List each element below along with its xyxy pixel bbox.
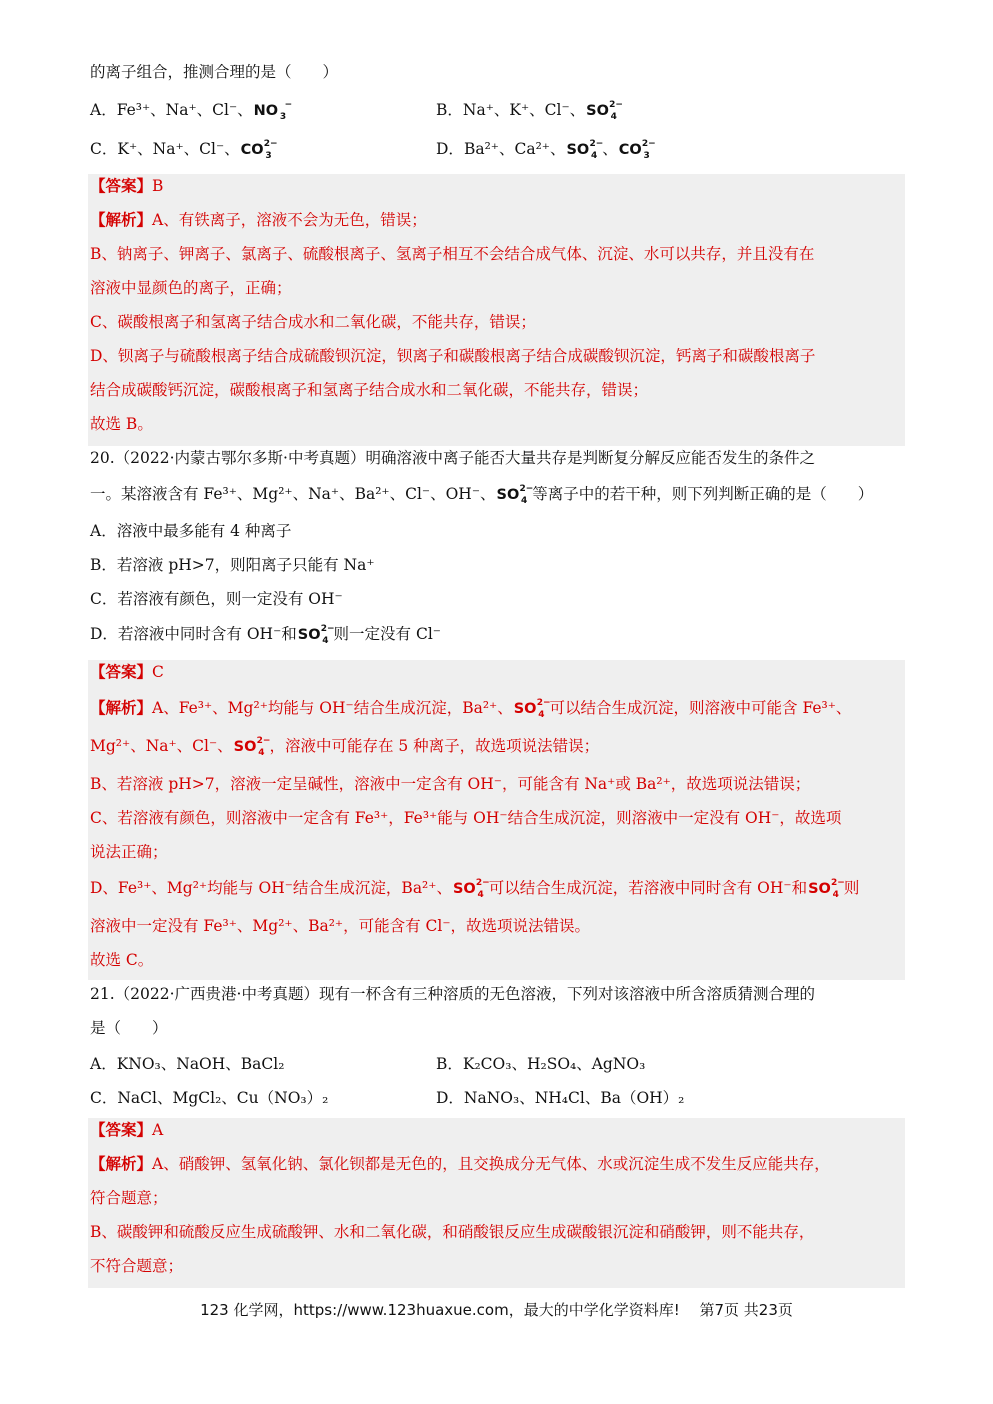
q19-option-c[interactable]: C．K⁺、Na⁺、Cl⁻、CO 3 2− — [90, 139, 278, 161]
q19-stem: 的离子组合，推测合理的是（ ） — [90, 63, 339, 81]
q21-analysis-line1: 【解析】A、硝酸钾、氢氧化钠、氯化钡都是无色的，且交换成分无气体、水或沉淀生成不发生反应能共存， — [90, 1154, 830, 1173]
q20-analysis-line1: 【解析】A、Fe³⁺、Mg²⁺均能与 OH⁻结合生成沉淀，Ba²⁺、SO 4 2− 可以结合生成沉淀，则溶液中可能含 Fe³⁺、 — [90, 698, 852, 720]
q21-analysis-line4: 不符合题意； — [90, 1257, 184, 1275]
q21-options-row1 — [90, 1054, 905, 1074]
q21-option-b[interactable]: B．K₂CO₃、H₂SO₄、AgNO₃ — [436, 1055, 646, 1073]
q20-option-b[interactable]: B．若溶液 pH>7，则阳离子只能有 Na⁺ — [90, 556, 375, 574]
q20-analysis-line7: 溶液中一定没有 Fe³⁺、Mg²⁺、Ba²⁺，可能含有 Cl⁻，故选项说法错误。 — [90, 917, 591, 935]
q19-analysis-line4: C、碳酸根离子和氢离子结合成水和二氧化碳，不能共存，错误； — [90, 313, 536, 331]
q20-answer: 【答案】C — [90, 662, 164, 681]
q21-stem-line2: 是（ ） — [90, 1019, 168, 1037]
q20-option-c[interactable]: C．若溶液有颜色，则一定没有 OH⁻ — [90, 590, 343, 608]
q21-option-c[interactable]: C．NaCl、MgCl₂、Cu（NO₃）₂ — [90, 1089, 329, 1107]
sulfate-ion: SO 4 2− — [297, 624, 335, 646]
q20-stem-line2: 一。某溶液含有 Fe³⁺、Mg²⁺、Na⁺、Ba²⁺、Cl⁻、OH⁻、SO 4 2− 等离子中的若干种，则下列判断正确的是（ ） — [90, 484, 874, 506]
q21-answer: 【答案】A — [90, 1120, 164, 1139]
q19-option-b[interactable]: B．Na⁺、K⁺、Cl⁻、SO 4 2− — [436, 100, 623, 122]
q19-options-row1 — [90, 100, 905, 121]
sulfate-ion: SO 4 2− — [496, 484, 534, 506]
q20-analysis-line4: C、若溶液有颜色，则溶液中一定含有 Fe³⁺，Fe³⁺能与 OH⁻结合生成沉淀，则溶液中一定没有 OH⁻，故选项 — [90, 809, 842, 827]
q19-analysis-line2: B、钠离子、钾离子、氯离子、硫酸根离子、氢离子相互不会结合成气体、沉淀、水可以共存，并且没有在 — [90, 245, 815, 263]
carbonate-ion: CO 3 2− — [618, 139, 656, 161]
sulfate-ion: SO 4 2− — [233, 736, 271, 758]
q19-analysis-line7: 故选 B。 — [90, 415, 153, 433]
q19-analysis-line6: 结合成碳酸钙沉淀，碳酸根离子和氢离子结合成水和二氧化碳，不能共存，错误； — [90, 381, 649, 399]
q20-analysis-line3: B、若溶液 pH>7，溶液一定呈碱性，溶液中一定含有 OH⁻，可能含有 Na⁺或 Ba²⁺，故选项说法错误； — [90, 775, 811, 793]
q19-analysis-line5: D、钡离子与硫酸根离子结合成硫酸钡沉淀，钡离子和碳酸根离子结合成碳酸钡沉淀，钙离子和碳酸根离子 — [90, 347, 816, 365]
q19-analysis-line1: 【解析】A、有铁离子，溶液不会为无色，错误； — [90, 210, 427, 229]
q19-answer: 【答案】B — [90, 176, 164, 195]
q20-option-a[interactable]: A．溶液中最多能有 4 种离子 — [90, 522, 292, 540]
carbonate-ion: CO 3 2− — [240, 139, 278, 161]
sulfate-ion: SO 4 2− — [586, 100, 623, 122]
q20-analysis-line8: 故选 C。 — [90, 951, 154, 969]
q21-options-row2 — [90, 1088, 905, 1108]
page-footer: 123 化学网，https://www.123huaxue.com，最大的中学化学资料库! 第7页 共23页 — [200, 1301, 793, 1319]
q20-option-d[interactable]: D．若溶液中同时含有 OH⁻和SO 4 2− 则一定没有 Cl⁻ — [90, 624, 441, 646]
q20-analysis-line6: D、Fe³⁺、Mg²⁺均能与 OH⁻结合生成沉淀，Ba²⁺、SO 4 2− 可以结合生成沉淀，若溶液中同时含有 OH⁻和SO 4 2− 则 — [90, 878, 860, 900]
q21-analysis-line3: B、碳酸钾和硫酸反应生成硫酸钾、水和二氧化碳，和硝酸银反应生成碳酸银沉淀和硝酸钾，则不能共存， — [90, 1223, 815, 1241]
q21-analysis-line2: 符合题意； — [90, 1189, 168, 1207]
sulfate-ion: SO 4 2− — [513, 698, 551, 720]
q20-analysis-line5: 说法正确； — [90, 843, 168, 861]
q21-stem-line1: 21.（2022·广西贵港·中考真题）现有一杯含有三种溶质的无色溶液，下列对该溶液中所含溶质猜测合理的 — [90, 985, 815, 1003]
q19-option-d[interactable]: D．Ba²⁺、Ca²⁺、SO 4 2− 、CO 3 2− — [436, 139, 656, 161]
q21-option-a[interactable]: A．KNO₃、NaOH、BaCl₂ — [90, 1055, 285, 1073]
q19-analysis-line3: 溶液中显颜色的离子，正确； — [90, 279, 292, 297]
q19-option-a[interactable]: A．Fe³⁺、Na⁺、Cl⁻、NO 3 − — [90, 100, 293, 122]
sulfate-ion: SO 4 2− — [452, 878, 490, 900]
q21-option-d[interactable]: D．NaNO₃、NH₄Cl、Ba（OH）₂ — [436, 1089, 685, 1107]
sulfate-ion: SO 4 2− — [808, 878, 845, 900]
nitrate-ion: NO 3 − — [253, 100, 293, 122]
q19-options-row2 — [90, 139, 905, 160]
sulfate-ion: SO 4 2− — [566, 139, 604, 161]
q20-analysis-line2: Mg²⁺、Na⁺、Cl⁻、SO 4 2− ，溶液中可能存在 5 种离子，故选项说法错误； — [90, 736, 600, 758]
q20-stem-line1: 20.（2022·内蒙古鄂尔多斯·中考真题）明确溶液中离子能否大量共存是判断复分解反应能否发生的条件之 — [90, 449, 815, 467]
